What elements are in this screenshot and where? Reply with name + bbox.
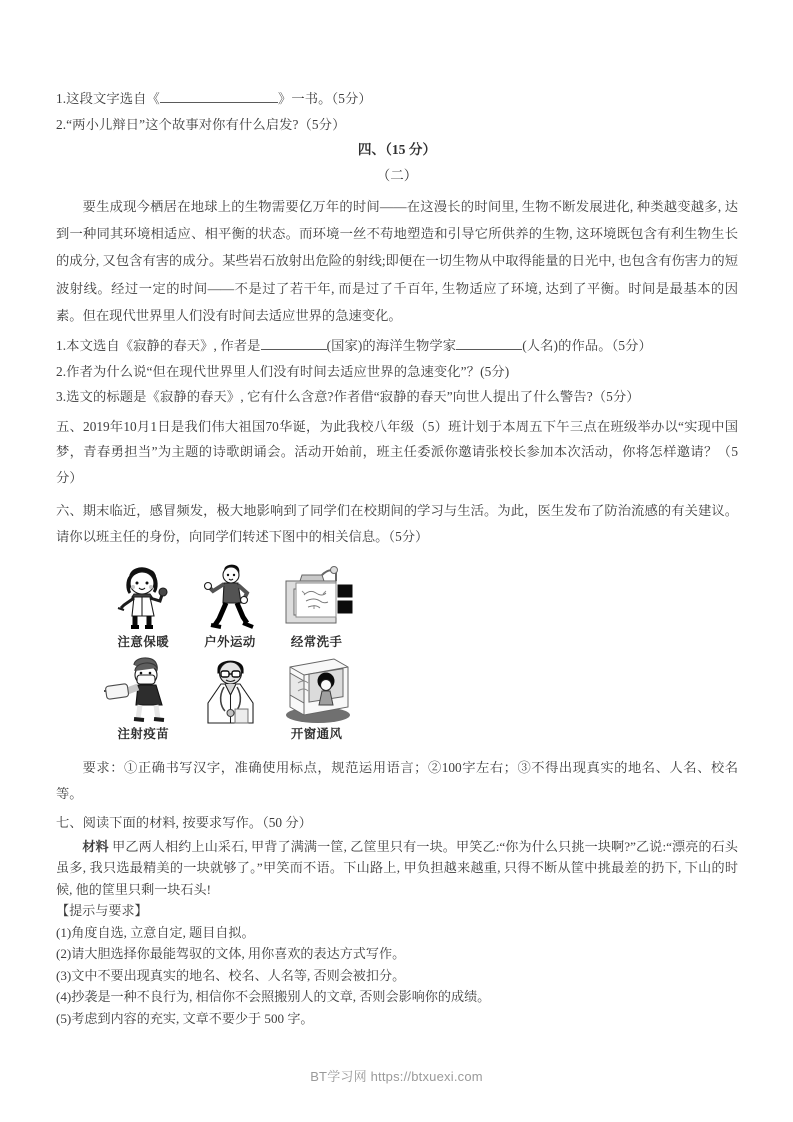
figure-caption: 户外运动 bbox=[204, 635, 256, 650]
section-six: 六、期末临近，感冒频发，极大地影响到了同学们在校期间的学习与生活。为此，医生发布了防治流感的有关建议。请你以班主任的身份，向同学们转述下图中的相关信息。（5分） bbox=[56, 503, 738, 544]
hand-washing-sink-illustration bbox=[278, 561, 356, 633]
material-label: 材料 bbox=[82, 838, 109, 854]
hint-item: (4)抄袭是一种不良行为, 相信你不会照搬别人的文章, 否则会影响你的成绩。 bbox=[56, 989, 491, 1005]
question-4-1-a: 1.本文选自《寂静的春天》, 作者是 bbox=[56, 338, 261, 354]
figure-caption: 开窗通风 bbox=[290, 727, 343, 742]
figure-item bbox=[187, 653, 274, 743]
question-3-1-text: 1.这段文字选自《 bbox=[56, 91, 160, 106]
hints-title: 【提示与要求】 bbox=[56, 903, 148, 919]
answer-blank-country[interactable] bbox=[261, 349, 327, 350]
question-3-1 bbox=[56, 86, 738, 112]
girl-warm-clothing-illustration bbox=[104, 561, 182, 633]
section-seven-heading: 七、阅读下面的材料, 按要求写作。（50 分） bbox=[56, 815, 312, 831]
figure-caption: 注意保暖 bbox=[117, 635, 170, 650]
question-4-1-b: (国家)的海洋生物学家 bbox=[326, 338, 457, 354]
figure-caption: 经常洗手 bbox=[290, 635, 343, 650]
question-4-3: 3.选文的标题是《寂静的春天》, 它有什么含意?作者借“寂静的春天”向世人提出了什么警告?（5分） bbox=[56, 389, 640, 405]
question-3-1-tail: 》一书。（5分） bbox=[277, 91, 372, 106]
doctor-portrait-illustration bbox=[191, 653, 269, 725]
flu-prevention-figure bbox=[100, 561, 360, 743]
page-content bbox=[56, 86, 738, 1029]
open-window-ventilation-illustration bbox=[278, 653, 356, 725]
figure-item bbox=[273, 561, 360, 651]
figure-item bbox=[187, 561, 274, 651]
hint-item: (5)考虑到内容的充实, 文章不要少于 500 字。 bbox=[56, 1010, 314, 1026]
answer-blank-name[interactable] bbox=[456, 349, 522, 350]
reading-passage: 要生成现今栖居在地球上的生物需要亿万年的时间——在这漫长的时间里, 生物不断发展进化, 种类越变越多, 达到一种同其环境相适应、相平衡的状态。而环境一丝不苟地塑造和引导它所供养的生物, 这环境既包含有利生物生长的成分, 又包含有害的成分。某些岩石放射出危险的射线;即便在一切生物从中取得能量的日光中, 也包含有伤害力的短波射线。经过一定的时间——不是过了若干年, 而是过了千百年, 生物适应了环境, 达到了平衡。时间是最基本的因素。但在现代世界里人们没有时间去适应世界的急速变化。 bbox=[56, 199, 738, 323]
question-4-1-c: (人名)的作品。（5分） bbox=[522, 338, 652, 354]
vaccine-injection-illustration bbox=[104, 653, 182, 725]
hint-item: (3)文中不要出现真实的地名、校名、人名等, 否则会被扣分。 bbox=[56, 967, 406, 983]
question-4-1 bbox=[56, 333, 738, 359]
footer-watermark: BT学习网 https://btxuexi.com bbox=[310, 1069, 483, 1084]
section-five: 五、2019年10月1日是我们伟大祖国70华诞，为此我校八年级（5）班计划于本周五下午三点在班级举办以“实现中国梦，青春勇担当”为主题的诗歌朗诵会。活动开始前，班主任委派你邀请张校长参加本次活动，你将怎样邀请？（5分） bbox=[56, 418, 738, 485]
figure-item bbox=[100, 653, 187, 743]
figure-grid bbox=[100, 561, 360, 743]
question-4-2: 2.作者为什么说“但在现代世界里人们没有时间去适应世界的急速变化”？(5分) bbox=[56, 363, 510, 379]
material-text: 甲乙两人相约上山采石, 甲背了满满一筐, 乙筐里只有一块。甲笑乙:“你为什么只挑一块啊?”乙说:“漂亮的石头虽多, 我只选最精美的一块就够了。”甲笑而不语。下山路上, 甲负担越来越重, 只得不断从筐中挑最差的扔下, 下山的时候, 他的筐里只剩一块石头! bbox=[56, 838, 738, 897]
figure-caption: 注射疫苗 bbox=[117, 727, 170, 742]
hint-item: (2)请大胆选择你最能驾驭的文体, 用你喜欢的表达方式写作。 bbox=[56, 946, 406, 962]
question-3-2: 2.“两小儿辩日”这个故事对你有什么启发?（5分） bbox=[56, 116, 346, 132]
figure-item bbox=[100, 561, 187, 651]
hint-item: (1)角度自选, 立意自定, 题目自拟。 bbox=[56, 924, 255, 940]
boy-running-illustration bbox=[191, 561, 269, 633]
figure-item bbox=[273, 653, 360, 743]
section-six-requirements: 要求：①正确书写汉字，准确使用标点，规范运用语言；②100字左右；③不得出现真实的地名、人名、校名等。 bbox=[56, 760, 738, 801]
section-four-subheading: （二） bbox=[376, 168, 418, 183]
section-seven-material bbox=[56, 836, 738, 901]
answer-blank[interactable] bbox=[160, 102, 278, 103]
section-four-heading: 四、（15 分） bbox=[357, 142, 437, 157]
